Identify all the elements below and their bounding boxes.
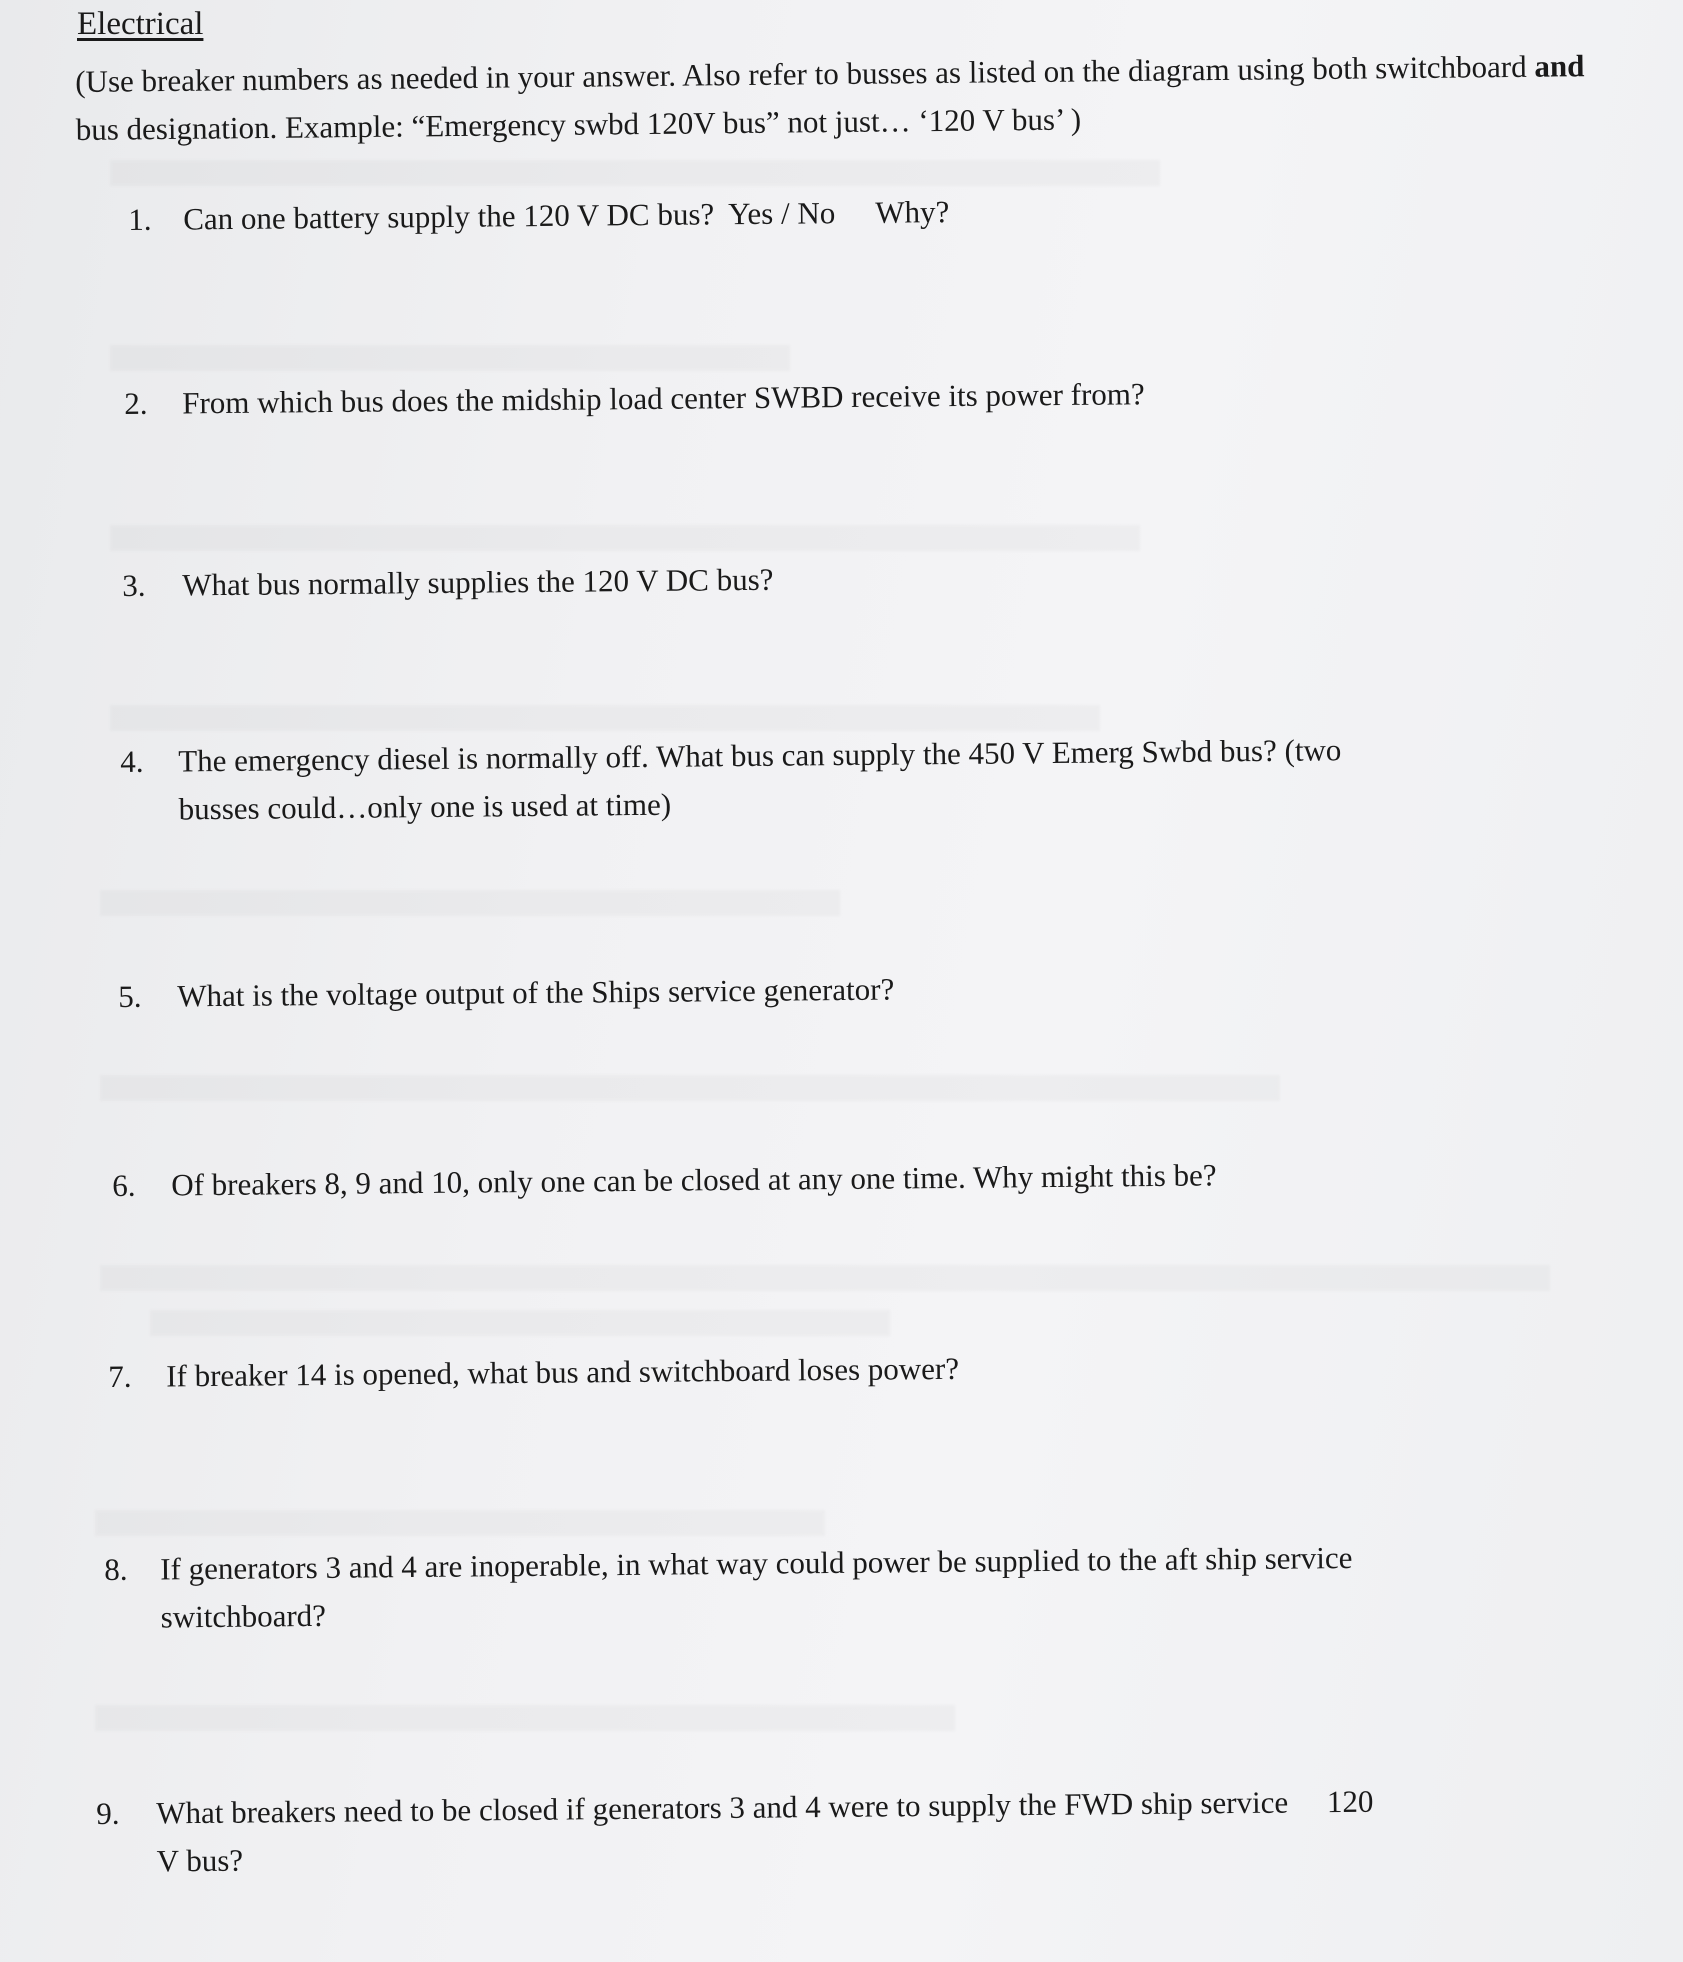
question-text-line-1: What breakers need to be closed if generators 3 and 4 were to supply the FWD ship service 120 — [156, 1783, 1374, 1831]
question-8 — [104, 1540, 1353, 1635]
question-text: What is the voltage output of the Ships service generator? — [177, 971, 895, 1014]
question-number: 8. — [104, 1551, 128, 1587]
question-text: Of breakers 8, 9 and 10, only one can be closed at any one time. Why might this be? — [171, 1157, 1217, 1203]
question-text: What bus normally supplies the 120 V DC bus? — [182, 561, 774, 603]
question-text-line-2: busses could…only one is used at time) — [178, 786, 672, 827]
question-5 — [118, 971, 895, 1021]
bleed-through-shadow — [150, 1310, 890, 1336]
bleed-through-shadow — [100, 1075, 1280, 1101]
question-text-line-1: The emergency diesel is normally off. What bus can supply the 450 V Emerg Swbd bus? (two — [178, 732, 1342, 779]
page-title: Electrical — [77, 6, 204, 42]
question-text: Can one battery supply the 120 V DC bus? — [183, 196, 715, 237]
question-number: 7. — [108, 1358, 132, 1394]
yes-no-options: Yes / No — [727, 195, 836, 232]
question-number: 4. — [120, 743, 144, 779]
instructions-text: (Use breaker numbers as needed in your answer. Also refer to busses as listed on the diagram using both switchboard — [75, 48, 1535, 99]
instructions — [75, 42, 1636, 154]
why-prompt: Why? — [875, 194, 950, 230]
question-7 — [108, 1350, 960, 1401]
question-number: 6. — [112, 1167, 136, 1203]
bleed-through-shadow — [110, 525, 1140, 551]
question-text-line-2: V bus? — [156, 1842, 244, 1879]
question-number: 1. — [128, 201, 152, 237]
bleed-through-shadow — [100, 1265, 1550, 1291]
question-number: 9. — [96, 1795, 120, 1831]
question-text-line-1: If generators 3 and 4 are inoperable, in what way could power be supplied to the aft ship service — [160, 1540, 1353, 1587]
bleed-through-shadow — [110, 705, 1100, 731]
bleed-through-shadow — [110, 345, 790, 371]
question-number: 2. — [124, 385, 148, 421]
bleed-through-shadow — [110, 160, 1160, 186]
question-text-line-2: switchboard? — [160, 1597, 327, 1635]
question-9 — [96, 1783, 1374, 1879]
question-text: From which bus does the midship load center SWBD receive its power from? — [182, 376, 1145, 421]
question-2 — [124, 376, 1145, 428]
question-6 — [112, 1157, 1217, 1210]
bleed-through-shadow — [95, 1705, 955, 1731]
question-text: If breaker 14 is opened, what bus and switchboard loses power? — [166, 1350, 960, 1394]
bleed-through-shadow — [100, 890, 840, 916]
instructions-text-end: bus designation. Example: “Emergency swbd 120V bus” not just… ‘120 V bus’ ) — [75, 101, 1082, 147]
instructions-bold: and — [1534, 48, 1585, 84]
question-4 — [120, 732, 1342, 827]
question-number: 3. — [122, 567, 146, 603]
question-1 — [128, 194, 950, 244]
bleed-through-shadow — [95, 1510, 825, 1536]
question-3 — [122, 561, 774, 610]
question-number: 5. — [118, 978, 142, 1014]
